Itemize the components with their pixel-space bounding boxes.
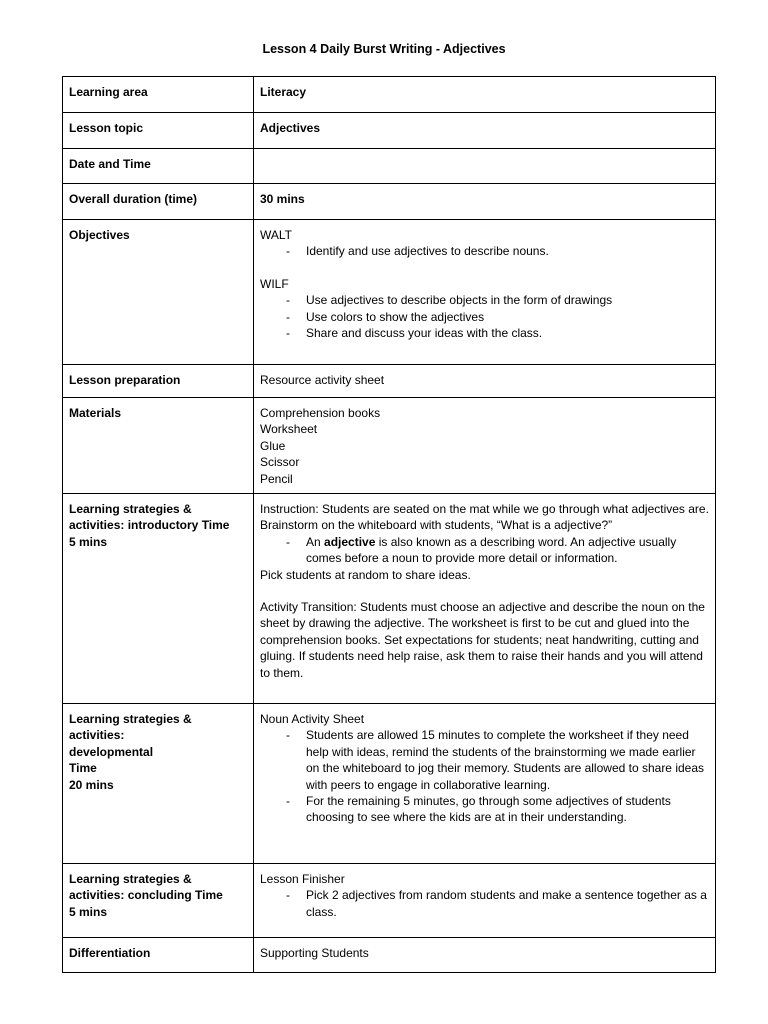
label-line: activities: concluding Time [69, 888, 223, 903]
row-value-lesson-topic: Adjectives [254, 113, 716, 149]
transition-text: Activity Transition: Students must choose an adjective and describe the noun on the sheet by drawing the adjective. The worksheet is first to be cut and glued into the comprehension books. Set expectations for students; neat handwriting, cutting and gluing. If students need help raise, ask them to raise their hands and you will attend to them. [260, 600, 705, 680]
wilf-list [260, 292, 709, 341]
walt-heading: WALT [260, 228, 292, 242]
adjective-definition-list [260, 534, 709, 567]
pick-students-text: Pick students at random to share ideas. [260, 567, 471, 582]
row-label-concluding [63, 864, 254, 938]
table-row [63, 184, 716, 220]
table-row [63, 938, 716, 973]
list-item: - Use adjectives to describe objects in the form of drawings [260, 292, 709, 308]
row-label-lesson-topic: Lesson topic [63, 113, 254, 149]
label-line: Learning strategies & [69, 502, 192, 516]
row-label-duration: Overall duration (time) [63, 184, 254, 220]
table-row [63, 365, 716, 398]
lesson-plan-table [62, 76, 716, 973]
row-value-developmental [254, 704, 716, 864]
list-item: - Share and discuss your ideas with the class. [260, 325, 709, 341]
list-item: Comprehension books [260, 406, 381, 420]
label-line: activities: introductory Time [69, 518, 230, 533]
row-value-materials [254, 398, 716, 494]
label-line: developmental [69, 744, 154, 759]
table-row [63, 494, 716, 704]
row-value-date-time [254, 149, 716, 184]
row-value-learning-area: Literacy [254, 77, 716, 113]
row-label-preparation: Lesson preparation [63, 365, 254, 398]
row-value-duration: 30 mins [254, 184, 716, 220]
row-label-materials: Materials [63, 398, 254, 494]
row-label-objectives: Objectives [63, 220, 254, 365]
list-item: Scissor [260, 455, 300, 470]
label-line: 5 mins [69, 904, 108, 919]
label-line: Learning strategies & [69, 872, 192, 886]
row-label-introductory [63, 494, 254, 704]
label-line: Learning strategies & [69, 712, 192, 726]
list-item: Pencil [260, 471, 293, 486]
table-row [63, 398, 716, 494]
bullet-text-bold: adjective [324, 534, 376, 549]
concluding-list [260, 887, 709, 920]
label-line: activities: [69, 728, 125, 743]
developmental-heading: Noun Activity Sheet [260, 712, 365, 726]
instruction-text: Instruction: Students are seated on the mat while we go through what adjectives are. Brainstorm on the whiteboard with students, “What is a adjective?” [260, 502, 709, 533]
list-item: - For the remaining 5 minutes, go through some adjectives of students choosing to see where the kids are at in their understanding. [260, 793, 709, 826]
document-title: Lesson 4 Daily Burst Writing - Adjectives [262, 42, 506, 56]
list-item: Worksheet [260, 422, 318, 437]
concluding-heading: Lesson Finisher [260, 872, 345, 886]
table-row [63, 149, 716, 184]
table-row [63, 704, 716, 864]
row-label-differentiation: Differentiation [63, 938, 254, 973]
wilf-heading: WILF [260, 276, 289, 291]
list-item: - Use colors to show the adjectives [260, 309, 709, 325]
developmental-list [260, 727, 709, 825]
list-item: - Pick 2 adjectives from random students and make a sentence together as a class. [260, 887, 709, 920]
bullet-text-post: is also known as a describing word. An adjective usually comes before a noun to provide more detail or information. [306, 534, 677, 566]
bullet-text-pre: An [306, 534, 325, 549]
list-item: Glue [260, 438, 286, 453]
list-item [260, 534, 709, 567]
row-label-developmental [63, 704, 254, 864]
table-row [63, 220, 716, 365]
row-value-concluding [254, 864, 716, 938]
table-row [63, 864, 716, 938]
row-label-date-time: Date and Time [63, 149, 254, 184]
label-line: Time [69, 761, 97, 776]
row-value-preparation: Resource activity sheet [254, 365, 716, 398]
row-value-introductory [254, 494, 716, 704]
row-label-learning-area: Learning area [63, 77, 254, 113]
label-line: 20 mins [69, 777, 114, 792]
table-row [63, 77, 716, 113]
row-value-objectives [254, 220, 716, 365]
label-line: 5 mins [69, 534, 108, 549]
list-item: - Students are allowed 15 minutes to complete the worksheet if they need help with ideas, remind the students of the brainstorming we made earlier on the whiteboard to jog their memory. Students are allowed to share ideas with peers to engage in collaborative learning. [260, 727, 709, 793]
walt-list [260, 243, 709, 259]
row-value-differentiation: Supporting Students [254, 938, 716, 973]
list-item: - Identify and use adjectives to describe nouns. [260, 243, 709, 259]
table-row [63, 113, 716, 149]
